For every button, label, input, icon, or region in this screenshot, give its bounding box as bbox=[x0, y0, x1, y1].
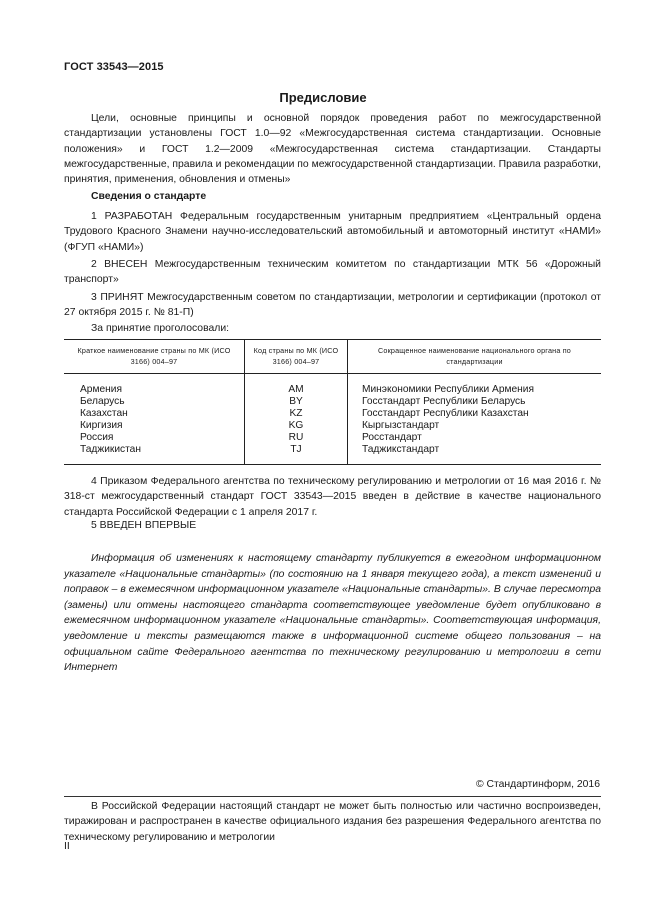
body-cell: Госстандарт Республики Беларусь bbox=[348, 396, 602, 408]
table-row bbox=[64, 432, 601, 444]
body-cell: Таджикстандарт bbox=[348, 444, 602, 465]
country-cell: Армения bbox=[80, 384, 122, 395]
code-cell: BY bbox=[245, 396, 348, 408]
code-cell: KG bbox=[245, 420, 348, 432]
body-cell: Минэкономики Республики Армения bbox=[348, 374, 602, 397]
legal-notice: В Российской Федерации настоящий стандарт не может быть полностью или частично воспроизведен, тиражирован и распространен в качестве официального издания без разрешения Федерального агентства по техническому регулированию и метрологии bbox=[64, 801, 601, 843]
item-introduced: 2 ВНЕСЕН Межгосударственным техническим комитетом по стандартизации МТК 56 «Дорожный транспорт» bbox=[64, 259, 601, 286]
body-cell: Росстандарт bbox=[348, 432, 602, 444]
votes-label: За принятие проголосовали: bbox=[91, 323, 230, 334]
table-row bbox=[64, 396, 601, 408]
code-cell: TJ bbox=[245, 444, 348, 465]
page-title: Предисловие bbox=[279, 90, 367, 105]
country-cell: Таджикистан bbox=[64, 444, 245, 465]
item-developed: 1 РАЗРАБОТАН Федеральным государственным унитарным предприятием «Центральный ордена Трудового Красного Знамени научно-исследовательский автомобильный и автомоторный институт «НАМИ» (ФГУП «НАМИ») bbox=[64, 211, 601, 253]
table-row bbox=[64, 408, 601, 420]
code-cell: RU bbox=[245, 432, 348, 444]
item-order: 4 Приказом Федерального агентства по техническому регулированию и метрологии от 16 мая 2016 г. № 318-ст межгосударственный стандарт ГОСТ 33543—2015 введен в действие в качестве национального стандарта Российской Федерации с 1 апреля 2017 г. bbox=[64, 476, 601, 518]
intro-paragraph: Цели, основные принципы и основной порядок проведения работ по межгосударственной стандартизации установлены ГОСТ 1.0—92 «Межгосударственная система стандартизации. Основные положения» и ГОСТ 1.2—2009 «Межгосударственная система стандартизации. Стандарты межгосударственные, правила и рекомендации по межгосударственной стандартизации. Правила разработки, принятия, применения, обновления и отмены» bbox=[64, 113, 601, 186]
country-cell: Казахстан bbox=[80, 408, 128, 419]
code-cell: AM bbox=[245, 374, 348, 397]
country-cell: Россия bbox=[80, 432, 114, 443]
voting-countries-table bbox=[64, 339, 601, 465]
table-row bbox=[64, 444, 601, 465]
copyright-notice: © Стандартинформ, 2016 bbox=[475, 779, 600, 790]
code-cell: KZ bbox=[245, 408, 348, 420]
about-standard-heading: Сведения о стандарте bbox=[91, 191, 207, 202]
country-cell: Беларусь bbox=[80, 396, 125, 407]
column-header-country: Краткое наименование страны по МК (ИСО 3166) 004–97 bbox=[64, 340, 245, 374]
amendments-info-note: Информация об изменениях к настоящему стандарту публикуется в ежегодном информационном указателе «Национальные стандарты» (по состоянию на 1 января текущего года), а текст изменений и поправок – в ежемесячном информационном указателе «Национальные стандарты». В случае пересмотра (замены) или отмены настоящего стандарта соответствующее уведомление будет опубликовано в ежемесячном информационном указателе «Национальные стандарты». Соответствующая информация, уведомление и тексты размещаются также в информационной системе общего пользования – на официальном сайте Федерального агентства по техническому регулированию и метрологии в сети Интернет bbox=[64, 553, 601, 674]
country-cell: Киргизия bbox=[80, 420, 123, 431]
body-cell: Кыргызстандарт bbox=[348, 420, 602, 432]
standard-code-header: ГОСТ 33543—2015 bbox=[64, 61, 164, 73]
column-header-code: Код страны по МК (ИСО 3166) 004–97 bbox=[245, 340, 348, 374]
table-header-row bbox=[64, 340, 601, 374]
table-row bbox=[64, 374, 601, 397]
item-first-time: 5 ВВЕДЕН ВПЕРВЫЕ bbox=[91, 520, 197, 531]
page-number: II bbox=[64, 841, 70, 852]
table-row bbox=[64, 420, 601, 432]
column-header-body: Сокращенное наименование национального органа по стандартизации bbox=[348, 340, 602, 374]
body-cell: Госстандарт Республики Казахстан bbox=[348, 408, 602, 420]
divider bbox=[64, 796, 601, 797]
item-adopted: 3 ПРИНЯТ Межгосударственным советом по стандартизации, метрологии и сертификации (протокол от 27 октября 2015 г. № 81-П) bbox=[64, 292, 601, 319]
